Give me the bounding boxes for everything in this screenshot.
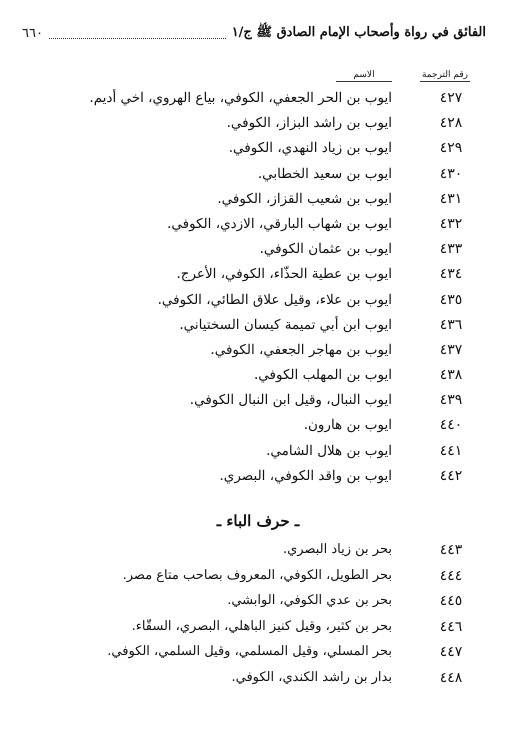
entry-name: ايوب بن مهاجر الجعفي، الكوفي. (210, 341, 392, 358)
list-item (0, 264, 516, 289)
list-item (0, 340, 516, 365)
list-item (0, 88, 516, 113)
entry-number: ٤٣٨ (439, 367, 463, 384)
entry-number: ٤٤٧ (439, 644, 463, 661)
entry-name: بحر الطويل، الكوفي، المعروف بصاحب متاع مصر. (122, 567, 392, 583)
entry-name: ايوب بن الحر الجعفي، الكوفي، بياع الهروي، اخي أديم. (89, 90, 392, 106)
list-item (0, 617, 516, 643)
entry-name: ايوب بن سعيد الخطابي. (257, 165, 392, 182)
list-item (0, 390, 516, 415)
entry-number: ٤٤٦ (439, 618, 463, 635)
entry-name: بحر المسلي، وقيل المسلمي، وقيل السلمي، الكوفي. (107, 644, 392, 660)
entry-name: ايوب النبال، وقيل ابن النبال الكوفي. (189, 392, 392, 409)
section-title: ـ حرف الباء ـ (216, 512, 300, 530)
entry-number: ٤٣٥ (439, 291, 463, 308)
entry-number: ٤٤١ (439, 442, 463, 459)
entry-number: ٤٣١ (439, 190, 463, 207)
entry-number: ٤٤٢ (439, 467, 463, 484)
entry-name: بحر بن زياد البصري. (283, 542, 392, 557)
entry-name: ايوب ابن أبي تميمة كيسان السختياني. (179, 316, 392, 333)
entry-name: ايوب بن علاء، وقيل علاق الطائي، الكوفي. (157, 291, 392, 308)
name-column-header: الاسم (336, 70, 392, 82)
entry-number: ٤٢٨ (439, 115, 463, 132)
entry-number: ٤٣٩ (439, 392, 463, 409)
entry-name: بحر بن كثير، وقيل كنيز الباهلي، البصري، السقّاء. (131, 618, 392, 634)
entry-number: ٤٤٥ (439, 593, 463, 610)
list-item (0, 566, 516, 592)
header-leader-dots (49, 28, 226, 39)
entry-number: ٤٣٢ (439, 215, 463, 232)
entry-name: ايوب بن راشد البزاز، الكوفي. (226, 115, 392, 132)
entry-name: ايوب بن شهاب البارقي، الازدي، الكوفي. (167, 215, 392, 232)
entry-number: ٤٣٠ (439, 165, 463, 182)
entry-name: ايوب بن واقد الكوفي، البصري. (219, 467, 392, 484)
list-item (0, 290, 516, 315)
entry-number: ٤٤٠ (439, 417, 463, 434)
entry-name: ايوب بن المهلب الكوفي. (253, 367, 392, 384)
entry-list (0, 88, 516, 491)
entry-name: ايوب بن شعيب القزاز، الكوفي. (217, 190, 392, 207)
entry-number: ٤٤٣ (439, 542, 463, 558)
list-item (0, 441, 516, 466)
entry-number: ٤٢٧ (439, 90, 463, 106)
page-number: ٦٦٠ (22, 25, 43, 41)
list-item (0, 591, 516, 617)
number-column-header: رقم الترجمة (421, 70, 468, 80)
list-item (0, 466, 516, 491)
entry-name: بدار بن راشد الكندي، الكوفي. (231, 669, 392, 685)
entry-number: ٤٤٨ (439, 669, 463, 686)
page-header (22, 22, 486, 44)
list-item (0, 113, 516, 138)
list-item (0, 365, 516, 390)
entry-list-2 (0, 540, 516, 694)
list-item (0, 138, 516, 163)
entry-number: ٤٣٣ (439, 241, 463, 258)
list-item (0, 189, 516, 214)
entry-name: ايوب بن هلال الشامي. (266, 442, 392, 459)
list-item (0, 315, 516, 340)
entry-name: ايوب بن زياد النهدي، الكوفي. (228, 140, 392, 157)
entry-number: ٤٢٩ (439, 140, 463, 157)
list-item (0, 668, 516, 694)
entry-number: ٤٣٤ (439, 266, 463, 283)
entry-name: ايوب بن عطية الحذّاء، الكوفي، الأعرج. (176, 266, 392, 283)
book-title: الفائق في رواة وأصحاب الإمام الصادق ﷺ ج/١ (231, 24, 486, 40)
list-item (0, 540, 516, 566)
column-headers (0, 70, 516, 86)
entry-number: ٤٣٦ (439, 316, 463, 333)
list-item (0, 415, 516, 440)
entry-name: بحر بن عدي الكوفي، الوابشي. (227, 593, 392, 609)
list-item (0, 642, 516, 668)
list-item (0, 214, 516, 239)
list-item (0, 164, 516, 189)
list-item (0, 239, 516, 264)
entry-number: ٤٣٧ (439, 341, 463, 358)
entry-number: ٤٤٤ (439, 567, 463, 584)
entry-name: ايوب بن هارون. (303, 417, 392, 434)
entry-name: ايوب بن عثمان الكوفي. (259, 241, 392, 258)
